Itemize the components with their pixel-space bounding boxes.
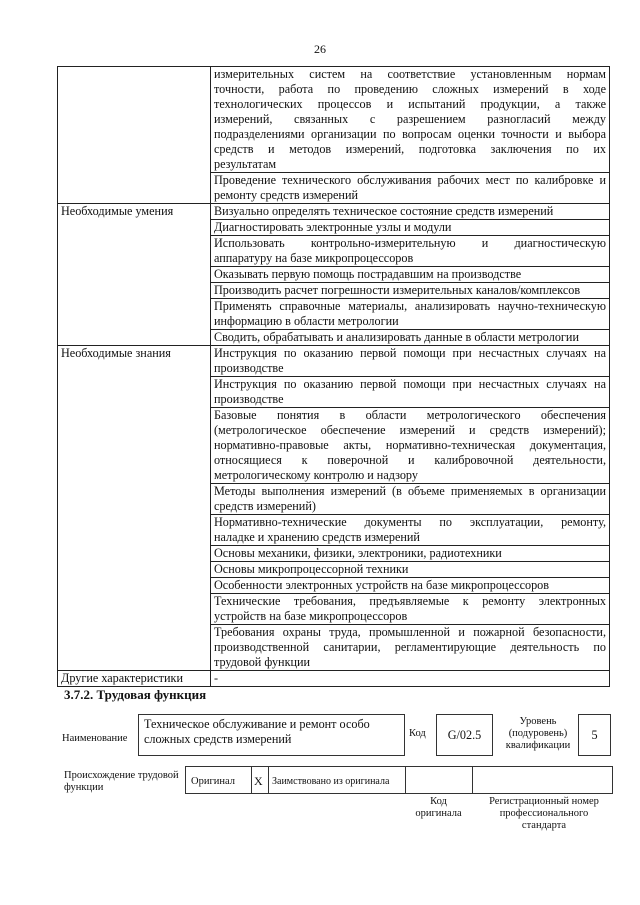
original-mark: X [254, 774, 263, 788]
cell-line: Применять справочные материалы, анализировать научно-техническую [214, 299, 606, 313]
original-label: Оригинал [191, 776, 235, 787]
table-cell [211, 594, 610, 625]
cell-line: точности, работа по проведению сложных измерений в ходе [214, 82, 606, 96]
cell-line: Использовать контрольно-измерительную и диагностическую [214, 236, 606, 250]
cell-line: Особенности электронных устройств на базе микропроцессоров [214, 578, 550, 592]
cell-line: измерений, связанных с разрешением разногласий между [214, 112, 606, 126]
cell-line: Сводить, обрабатывать и анализировать данные в области метрологии [214, 330, 579, 344]
reg-number-line2: профессионального [499, 808, 589, 819]
code-value: G/02.5 [436, 714, 493, 756]
reg-number-label [475, 796, 613, 832]
cell-line: Проведение технического обслуживания рабочих мест по калибровке и [214, 173, 606, 187]
cell-line: устройств на базе микропроцессоров [214, 609, 408, 623]
cell-line: Инструкция по оказанию первой помощи при несчастных случаях на [214, 377, 606, 391]
table-cell [211, 299, 610, 330]
level-label-line3: квалификации [505, 740, 571, 751]
level-value: 5 [578, 714, 611, 756]
origin-label-line1: Происхождение трудовой [64, 770, 179, 781]
table-cell [211, 377, 610, 408]
row-label: Необходимые умения [58, 204, 211, 346]
cell-line: Основы механики, физики, электроники, радиотехники [214, 546, 502, 560]
cell-line: производстве [214, 361, 284, 375]
cell-line: Нормативно-технические документы по эксплуатации, ремонту, [214, 515, 606, 529]
cell-line: трудовой функции [214, 655, 311, 669]
cell-line: Производить расчет погрешности измерительных каналов/комплексов [214, 283, 581, 297]
cell-line: Основы микропроцессорной техники [214, 562, 409, 576]
table-cell [211, 204, 610, 220]
table-cell [211, 546, 610, 562]
cell-line: метрологическому контролю и надзору [214, 468, 418, 482]
cell-line: Визуально определять техническое состояние средств измерений [214, 204, 554, 218]
cell-line: Инструкция по оказанию первой помощи при несчастных случаях на [214, 346, 606, 360]
table-cell [211, 283, 610, 299]
cell-line: Оказывать первую помощь пострадавшим на производстве [214, 267, 522, 281]
cell-line: информацию в области метрологии [214, 314, 399, 328]
cell-line: производственной санитарии, регламентирующие деятельность по [214, 640, 606, 654]
table-cell [211, 346, 610, 377]
cell-line: Методы выполнения измерений (в объеме применяемых в организации [214, 484, 606, 498]
cell-line: аппаратуру на базе микропроцессоров [214, 251, 414, 265]
table-cell [211, 578, 610, 594]
cell-line: ремонту средств измерений [214, 188, 358, 202]
table-row [58, 204, 610, 220]
table-row [58, 67, 610, 173]
cell-line: Технические требования, предъявляемые к ремонту электронных [214, 594, 606, 608]
cell-line: результатам [214, 157, 277, 171]
code-label: Код [409, 728, 426, 739]
table-cell [211, 625, 610, 671]
cell-line: - [214, 671, 219, 685]
cell-line: производстве [214, 392, 284, 406]
name-value-line2: сложных средств измерений [144, 732, 292, 746]
table-cell [211, 67, 610, 173]
table-cell [211, 671, 610, 687]
code-original-label [405, 796, 472, 820]
row-label: Необходимые знания [58, 346, 211, 671]
table-cell [211, 173, 610, 204]
origin-table [185, 766, 613, 794]
code-original-line2: оригинала [415, 808, 462, 819]
level-label [498, 716, 578, 752]
cell-line: Базовые понятия в области метрологического обеспечения [214, 408, 606, 422]
cell-line: относящиеся к поверочной и калибровочной деятельности, [214, 453, 606, 467]
table-row [58, 671, 610, 687]
row-label: Другие характеристики [58, 671, 211, 687]
name-value-box [138, 714, 405, 756]
table-cell [211, 484, 610, 515]
table-cell [211, 408, 610, 484]
requirements-table [57, 66, 610, 687]
origin-label-line2: функции [64, 782, 104, 793]
table-cell [211, 267, 610, 283]
origin-label [64, 770, 179, 794]
cell-line: подразделениями организации по вопросам оценки точности и выбора [214, 127, 606, 141]
cell-line: Требования охраны труда, промышленной и пожарной безопасности, [214, 625, 606, 639]
table-cell [211, 515, 610, 546]
cell-line: (метрологическое обеспечение измерений и средств измерений); [214, 423, 606, 437]
cell-line: средств измерений) [214, 499, 316, 513]
table-cell [211, 236, 610, 267]
table-cell [211, 330, 610, 346]
name-label: Наименование [62, 733, 128, 744]
row-label [58, 67, 211, 204]
cell-line: средств и методов измерений, подготовка заключения по их [214, 142, 606, 156]
cell-line: измерительных систем на соответствие установленным нормам [214, 67, 606, 81]
table-cell [211, 220, 610, 236]
borrowed-label: Заимствовано из оригинала [272, 776, 390, 787]
reg-number-line1: Регистрационный номер [489, 796, 599, 807]
page-number: 26 [314, 42, 326, 56]
code-original-line1: Код [430, 796, 447, 807]
cell-line: технологических процессов и испытаний продукции, а также [214, 97, 606, 111]
level-label-line2: (подуровень) [508, 728, 568, 739]
table-cell [211, 562, 610, 578]
cell-line: нормативно-правовые акты, нормативно-техническая документация, [214, 438, 606, 452]
section-title: 3.7.2. Трудовая функция [64, 687, 207, 702]
cell-line: наладке и хранению средств измерений [214, 530, 420, 544]
level-label-line1: Уровень [519, 716, 557, 727]
table-row [58, 346, 610, 377]
cell-line: Диагностировать электронные узлы и модули [214, 220, 452, 234]
name-value-line1: Техническое обслуживание и ремонт особо [144, 717, 370, 731]
reg-number-line3: стандарта [521, 820, 567, 831]
